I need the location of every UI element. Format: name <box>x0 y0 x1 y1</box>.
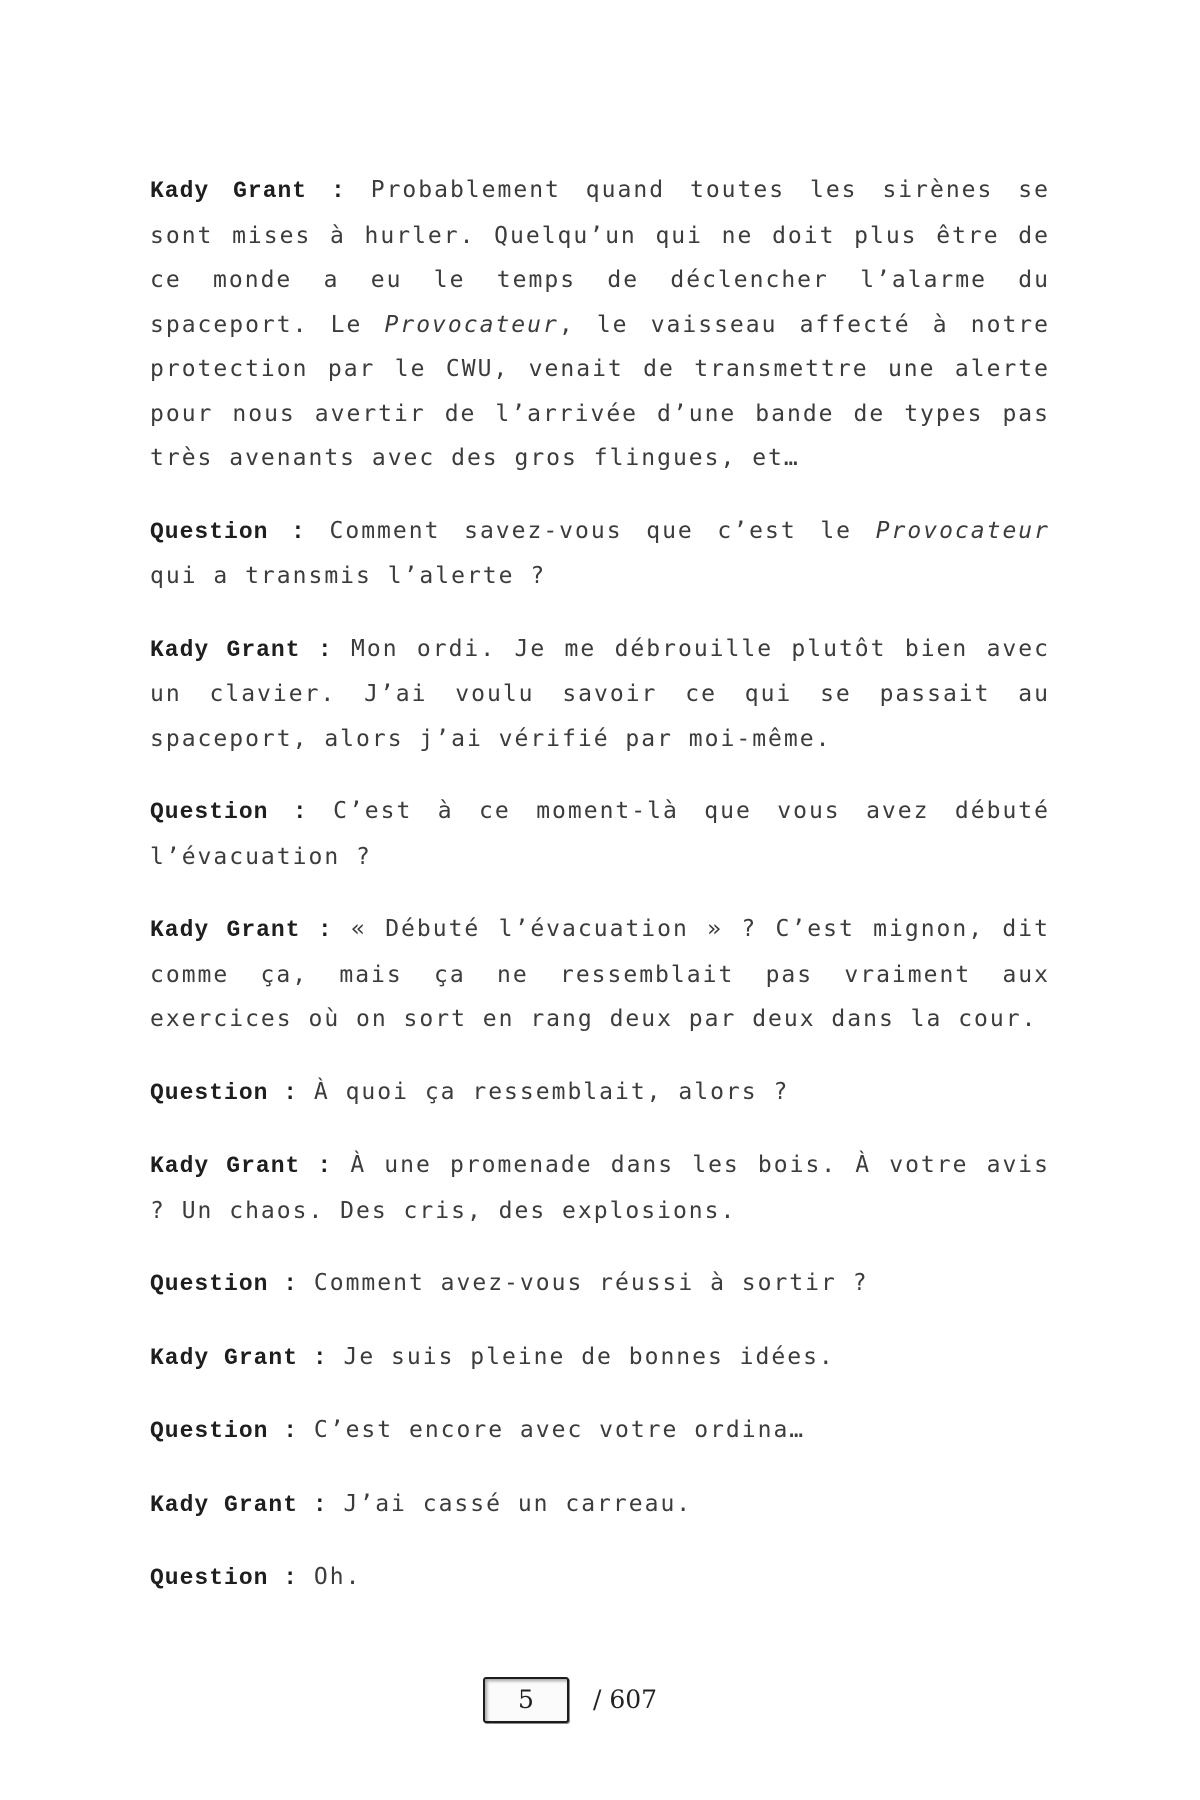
text-segment: C’est encore avec votre ordina… <box>313 1417 806 1443</box>
speaker-label: Question : <box>150 1418 299 1444</box>
speaker-label: Question : <box>150 518 306 545</box>
total-pages: / 607 <box>593 1685 658 1714</box>
text-segment: Mon ordi. Je me débrouille plutôt bien avec un clavier. J’ai voulu savoir ce qui se passait au spaceport, alors j’ai vérifié par moi-même. <box>150 635 1050 752</box>
speaker-label: Kady Grant : <box>150 1491 328 1518</box>
page-indicator <box>483 1677 883 1737</box>
text-segment: qui a transmis l’alerte ? <box>150 563 547 589</box>
dialogue-paragraph <box>150 1408 1050 1454</box>
text-segment: Comment savez-vous que c’est le <box>329 517 876 544</box>
text-segment: Probablement quand toutes les sirènes se sont mises à hurler. Quelqu’un qui ne doit plus être de ce monde a eu le temps de déclencher l’alarme du spaceport. Le <box>150 177 1050 338</box>
text-segment: J’ai cassé un carreau. <box>343 1490 693 1517</box>
dialogue-text <box>314 1417 805 1443</box>
dialogue-paragraph <box>150 168 1050 481</box>
speaker-label: Kady Grant : <box>150 1344 328 1371</box>
italic-title: Provocateur <box>875 517 1051 544</box>
speaker-label: Question : <box>150 1271 299 1297</box>
dialogue-paragraph <box>150 1261 1050 1307</box>
dialogue-text <box>344 1491 693 1517</box>
text-segment: Oh. <box>313 1564 362 1590</box>
text-segment: À quoi ça ressemblait, alors ? <box>313 1078 790 1105</box>
dialogue-paragraph <box>150 1143 1050 1233</box>
speaker-label: Kady Grant : <box>150 636 333 663</box>
speaker-label: Kady Grant : <box>150 178 346 204</box>
speaker-label: Kady Grant : <box>150 1153 333 1179</box>
dialogue-paragraph <box>150 509 1050 599</box>
dialogue-text <box>314 1270 869 1296</box>
dialogue-text <box>314 1079 789 1105</box>
dialogue-text <box>150 177 1050 471</box>
current-page-number[interactable]: 5 <box>483 1677 569 1723</box>
speaker-label: Kady Grant : <box>150 917 333 943</box>
text-segment: Je suis pleine de bonnes idées. <box>343 1343 835 1370</box>
dialogue-text <box>344 1344 835 1370</box>
speaker-label: Question : <box>150 1079 299 1106</box>
dialogue-paragraph <box>150 1070 1050 1116</box>
dialogue-paragraph <box>150 1335 1050 1381</box>
dialogue-paragraph <box>150 1555 1050 1601</box>
dialogue-paragraph <box>150 1482 1050 1528</box>
document-body <box>150 168 1050 1629</box>
dialogue-text <box>314 1564 362 1590</box>
text-segment: C’est à ce moment-là que vous avez débuté l’évacuation ? <box>150 798 1050 870</box>
speaker-label: Question : <box>150 1565 299 1591</box>
text-segment: , le vaisseau affecté à notre protection par le CWU, venait de transmettre une alerte pour nous avertir de l’arrivée d’une bande de types pas très avenants avec des gros flingues, et… <box>150 311 1050 471</box>
italic-title: Provocateur <box>384 311 559 338</box>
dialogue-paragraph <box>150 789 1050 879</box>
dialogue-paragraph <box>150 627 1050 762</box>
text-segment: À une promenade dans les bois. À votre avis ? Un chaos. Des cris, des explosions. <box>150 1152 1050 1224</box>
dialogue-paragraph <box>150 907 1050 1042</box>
text-segment: Comment avez-vous réussi à sortir ? <box>313 1270 869 1296</box>
text-segment: « Débuté l’évacuation » ? C’est mignon, dit comme ça, mais ça ne ressemblait pas vraiment aux exercices où on sort en rang deux par deux dans la cour. <box>150 916 1050 1032</box>
speaker-label: Question : <box>150 799 308 825</box>
